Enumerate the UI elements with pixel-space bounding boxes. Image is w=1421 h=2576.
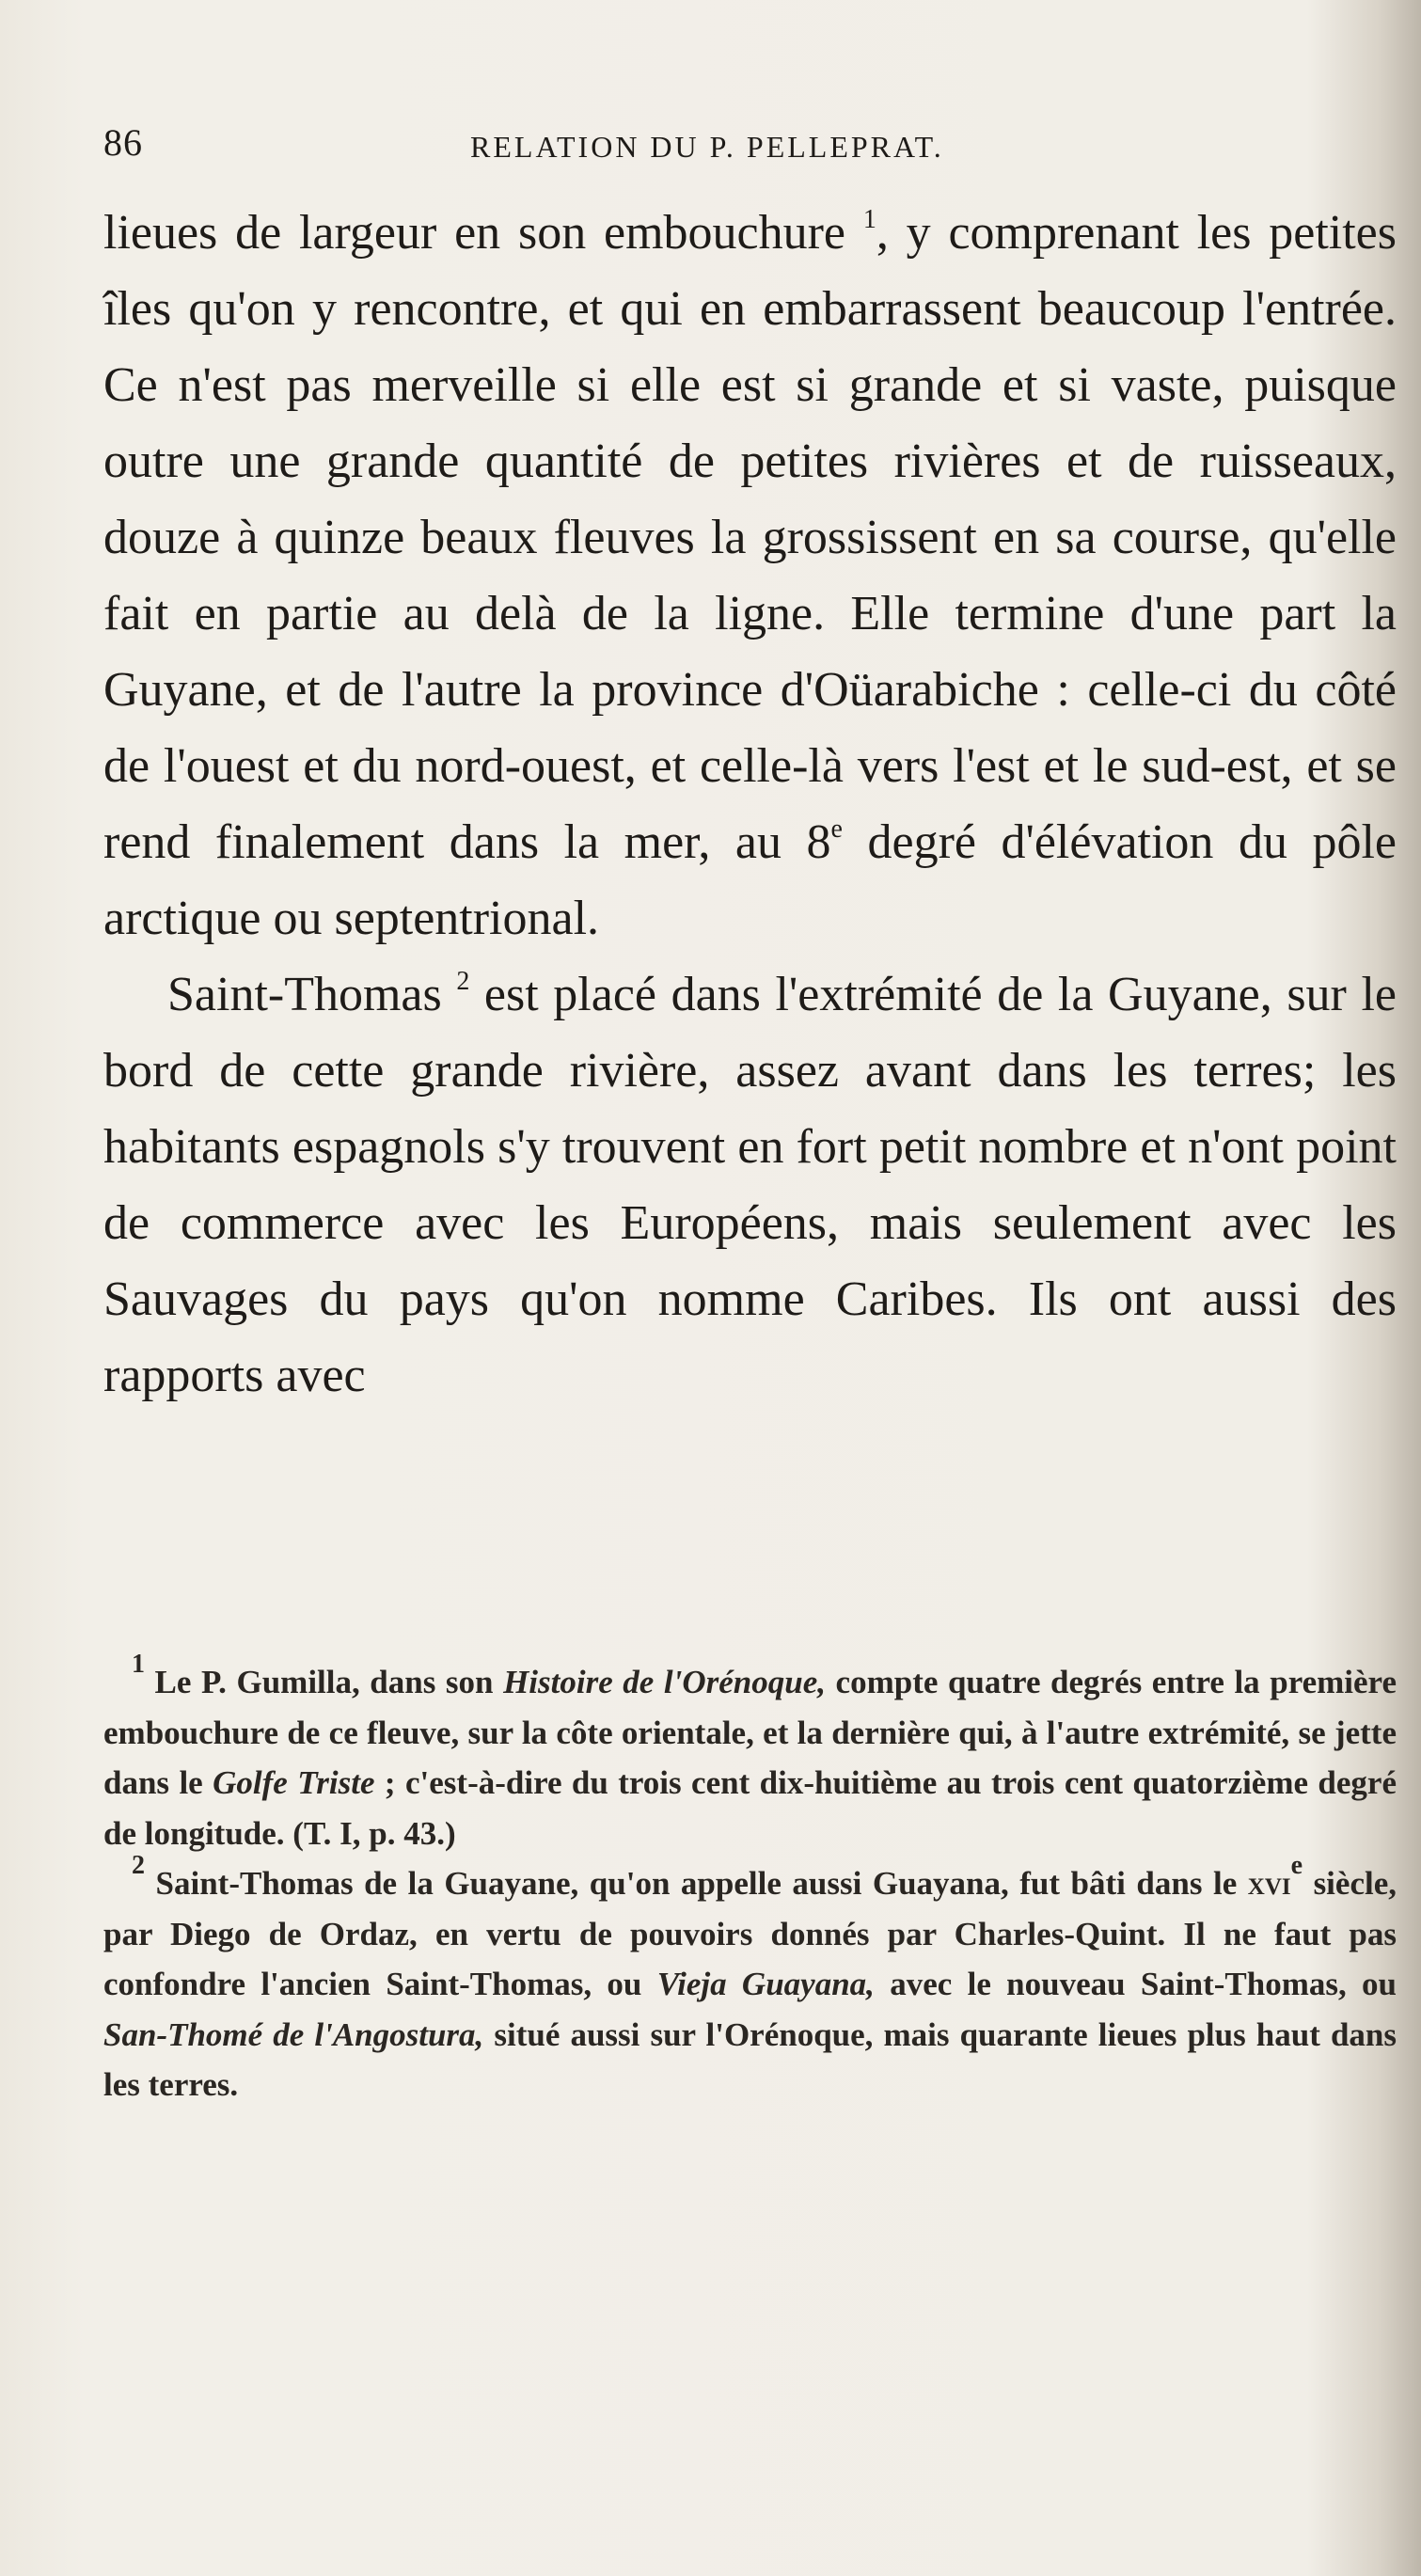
paragraph-1 bbox=[103, 195, 1397, 956]
footnote-ref-1: 1 bbox=[862, 205, 876, 234]
footnote-ref-2: 2 bbox=[456, 967, 470, 996]
ordinal-superscript: e bbox=[830, 814, 843, 844]
paragraph-2-text-a: Saint-Thomas bbox=[167, 968, 457, 1021]
footnote-2-century-sup: e bbox=[1290, 1851, 1303, 1880]
page-header bbox=[103, 120, 1326, 177]
footnote-2-text-a: Saint-Thomas de la Guayane, qu'on appelle aussi Guayana, fut bâti dans le bbox=[145, 1865, 1248, 1902]
footnote-2-century: xvi bbox=[1247, 1865, 1291, 1902]
footnotes bbox=[103, 1650, 1397, 2110]
footnote-1-golfe-triste: Golfe Triste bbox=[213, 1764, 375, 1801]
paragraph-2-text-b: est placé dans l'extrémité de la Guyane, sur le bord de cette grande rivière, assez avant dans les terres; les habitants espagnols s'y trouvent en fort petit nombre et n'ont point de commerce avec les Européens, mais seulement avec les Sauvages du pays qu'on nomme Caribes. Ils ont aussi des rapports avec bbox=[103, 968, 1397, 1402]
footnote-2-vieja-guayana: Vieja Guayana, bbox=[656, 1966, 875, 2002]
footnote-1-text-c: ; c'est-à-dire du trois cent dix-huitième au trois cent quatorzième degré de longitude. (T. I, p. 43.) bbox=[103, 1764, 1397, 1852]
footnote-2-san-thome: San-Thomé de l'Angostura, bbox=[103, 2015, 484, 2053]
footnote-2 bbox=[103, 1851, 1397, 2110]
paragraph-1-text-c: degré d'élévation du pôle arctique ou septentrional. bbox=[103, 815, 1397, 945]
page-number: 86 bbox=[103, 121, 143, 164]
paragraph-1-text-b: , y comprenant les petites îles qu'on y rencontre, et qui en embarrassent beaucoup l'entrée. Ce n'est pas merveille si elle est si grande et si vaste, puisque outre une grande quantité de petites rivières et de ruisseaux, douze à quinze beaux fleuves la grossissent en sa course, qu'elle fait en partie au delà de la ligne. Elle termine d'une part la Guyane, et de l'autre la province d'Oüarabiche : celle-ci du côté de l'ouest et du nord-ouest, et celle-là vers l'est et le sud-est, et se rend finalement dans la mer, au 8 bbox=[103, 206, 1397, 869]
paragraph-1-text-a: lieues de largeur en son embouchure bbox=[103, 206, 863, 260]
footnote-1-text-a: Le P. Gumilla, dans son bbox=[145, 1664, 504, 1700]
footnote-2-text-b: siècle, par Diego de Ordaz, en vertu de pouvoirs donnés par Charles-Quint. Il ne faut pas confondre l'ancien Saint-Thomas, ou bbox=[103, 1865, 1397, 2002]
footnote-1-book-title: Histoire de l'Orénoque, bbox=[503, 1664, 826, 1700]
main-text bbox=[103, 195, 1397, 1414]
footnote-1-text-b: compte quatre degrés entre la première embouchure de ce fleuve, sur la côte orientale, et la dernière qui, à l'autre extrémité, se jette dans le bbox=[103, 1664, 1397, 1801]
running-head: RELATION DU P. PELLEPRAT. bbox=[470, 130, 944, 164]
footnote-1-number: 1 bbox=[132, 1650, 145, 1679]
footnote-2-number: 2 bbox=[132, 1851, 145, 1880]
footnote-2-text-d: situé aussi sur l'Orénoque, mais quarante lieues plus haut dans les terres. bbox=[103, 2015, 1397, 2103]
footnote-1 bbox=[103, 1650, 1397, 1858]
paragraph-2 bbox=[103, 956, 1397, 1414]
footnote-2-text-c: avec le nouveau Saint-Thomas, ou bbox=[874, 1966, 1397, 2002]
